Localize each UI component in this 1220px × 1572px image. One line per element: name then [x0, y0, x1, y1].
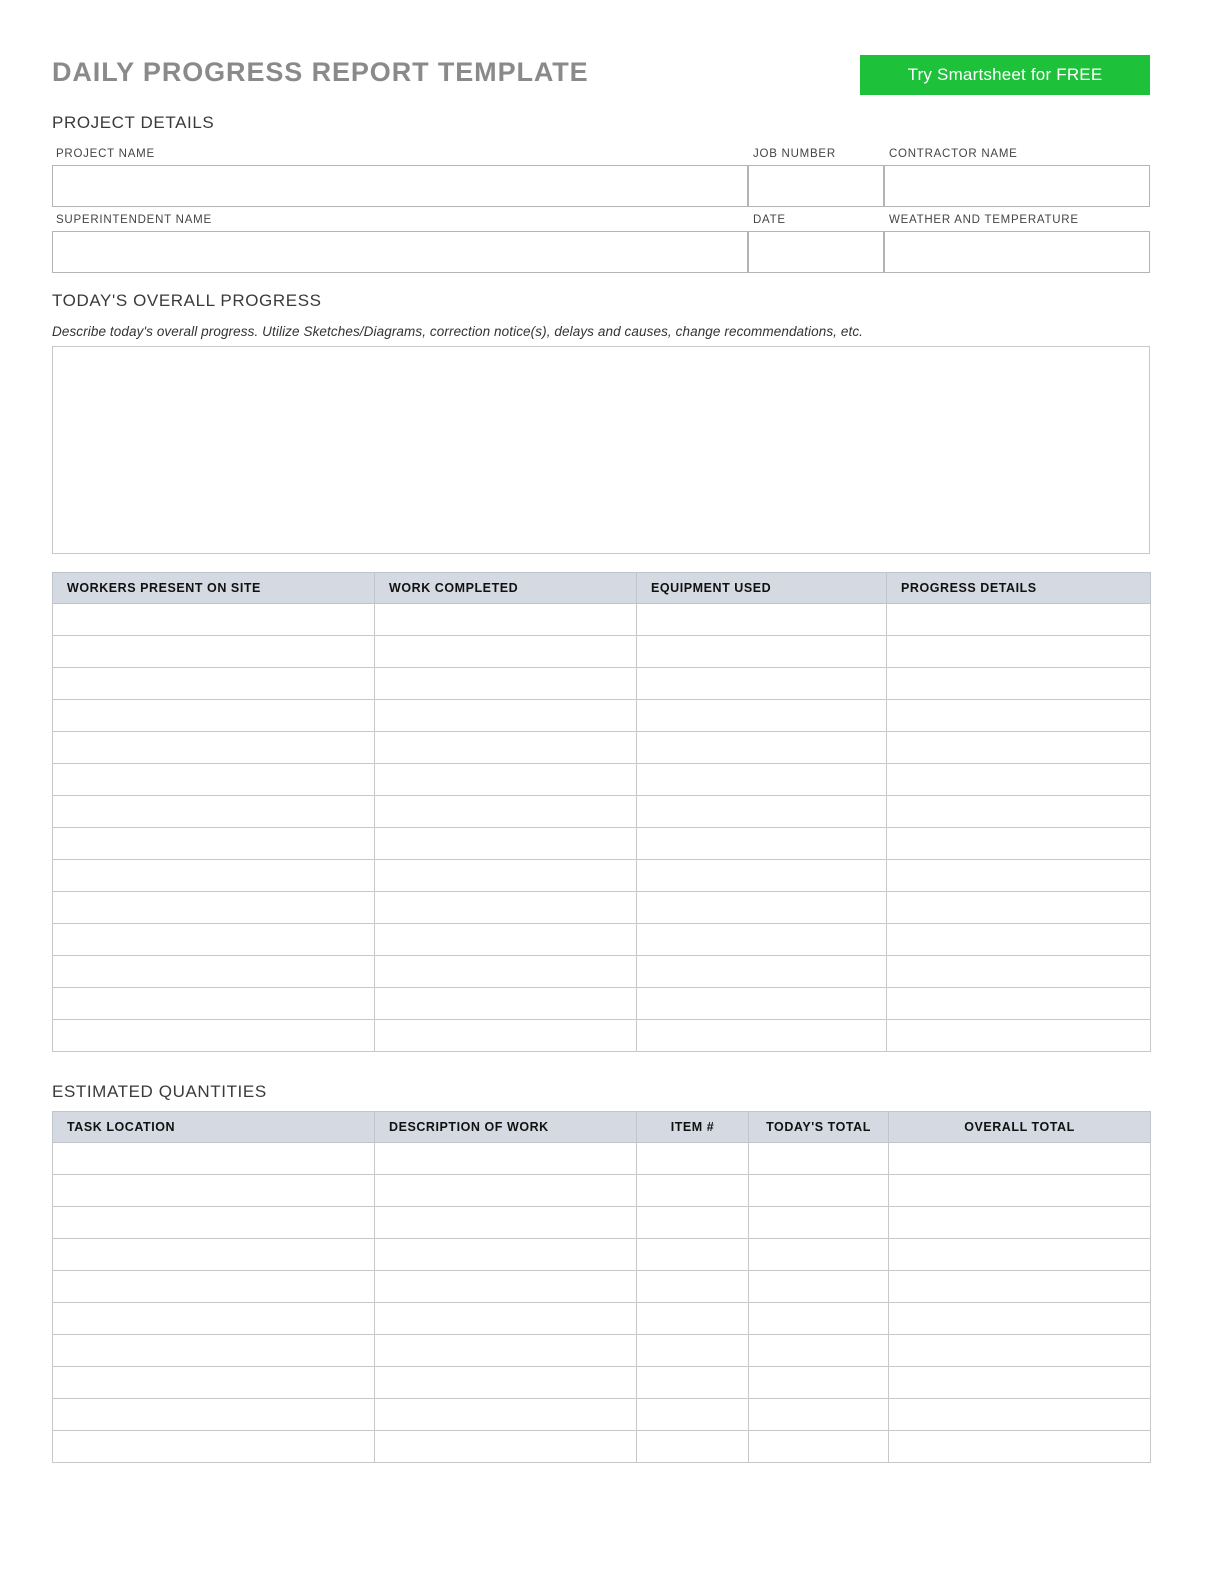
table-cell[interactable] — [53, 732, 375, 764]
table-row — [53, 860, 1151, 892]
table-row — [53, 604, 1151, 636]
table-cell[interactable] — [375, 1207, 637, 1239]
input-contractor-name[interactable] — [884, 165, 1150, 207]
table-cell[interactable] — [749, 1207, 889, 1239]
overall-progress-instruction: Describe today's overall progress. Utilize Sketches/Diagrams, correction notice(s), delays and causes, change recommendations, etc. — [52, 324, 864, 339]
table-cell[interactable] — [889, 1399, 1151, 1431]
table-cell[interactable] — [375, 860, 637, 892]
table-cell[interactable] — [375, 732, 637, 764]
table-row — [53, 1367, 1151, 1399]
table-cell[interactable] — [887, 924, 1151, 956]
table-cell[interactable] — [53, 796, 375, 828]
table-row — [53, 1335, 1151, 1367]
table-cell[interactable] — [53, 1399, 375, 1431]
overall-progress-textarea[interactable] — [52, 346, 1150, 554]
table-row — [53, 1271, 1151, 1303]
table-cell[interactable] — [887, 732, 1151, 764]
table-cell[interactable] — [889, 1239, 1151, 1271]
page-title: DAILY PROGRESS REPORT TEMPLATE — [52, 57, 589, 87]
table-cell[interactable] — [637, 1175, 749, 1207]
input-date[interactable] — [748, 231, 884, 273]
table-row — [53, 732, 1151, 764]
table-cell[interactable] — [375, 668, 637, 700]
document-header — [52, 55, 1150, 99]
table-cell[interactable] — [375, 1303, 637, 1335]
section-heading-overall-progress: TODAY'S OVERALL PROGRESS — [52, 291, 322, 310]
table-cell[interactable] — [53, 924, 375, 956]
table-cell[interactable] — [887, 892, 1151, 924]
table-cell[interactable] — [375, 988, 637, 1020]
table-cell[interactable] — [889, 1431, 1151, 1463]
project-details-row-2 — [52, 214, 1150, 280]
table-cell[interactable] — [375, 1020, 637, 1052]
table-cell[interactable] — [375, 1367, 637, 1399]
table-cell[interactable] — [637, 1020, 887, 1052]
table-cell[interactable] — [53, 764, 375, 796]
table-cell[interactable] — [375, 828, 637, 860]
table-cell[interactable] — [887, 1020, 1151, 1052]
table-cell[interactable] — [375, 636, 637, 668]
table-cell[interactable] — [637, 668, 887, 700]
table-cell[interactable] — [375, 956, 637, 988]
table-cell[interactable] — [637, 764, 887, 796]
table-cell[interactable] — [637, 1143, 749, 1175]
table-row — [53, 1175, 1151, 1207]
label-job-number: JOB NUMBER — [753, 148, 836, 160]
table-cell[interactable] — [887, 988, 1151, 1020]
column-header-todays-total: TODAY'S TOTAL — [749, 1112, 889, 1143]
table-cell[interactable] — [749, 1367, 889, 1399]
table-cell[interactable] — [637, 988, 887, 1020]
table-row — [53, 892, 1151, 924]
table-cell[interactable] — [889, 1207, 1151, 1239]
table-cell[interactable] — [375, 764, 637, 796]
table-cell[interactable] — [375, 1399, 637, 1431]
table-row — [53, 988, 1151, 1020]
table-cell[interactable] — [375, 1271, 637, 1303]
table-cell[interactable] — [887, 636, 1151, 668]
table-cell[interactable] — [889, 1143, 1151, 1175]
column-header-workers-present-on-site: WORKERS PRESENT ON SITE — [53, 573, 375, 604]
table-cell[interactable] — [637, 796, 887, 828]
table-cell[interactable] — [637, 604, 887, 636]
progress-table-body — [53, 604, 1151, 1052]
section-heading-project-details: PROJECT DETAILS — [52, 113, 215, 132]
table-cell[interactable] — [887, 860, 1151, 892]
table-cell[interactable] — [887, 956, 1151, 988]
table-row — [53, 636, 1151, 668]
table-cell[interactable] — [637, 1207, 749, 1239]
table-cell[interactable] — [887, 764, 1151, 796]
project-details-fields — [52, 148, 1150, 280]
try-smartsheet-button[interactable]: Try Smartsheet for FREE — [860, 55, 1150, 95]
table-cell[interactable] — [637, 1271, 749, 1303]
table-cell[interactable] — [53, 700, 375, 732]
table-cell[interactable] — [53, 1207, 375, 1239]
table-cell[interactable] — [887, 668, 1151, 700]
table-cell[interactable] — [889, 1175, 1151, 1207]
table-cell[interactable] — [637, 828, 887, 860]
table-cell[interactable] — [749, 1239, 889, 1271]
table-cell[interactable] — [53, 892, 375, 924]
table-cell[interactable] — [749, 1335, 889, 1367]
table-row — [53, 796, 1151, 828]
table-cell[interactable] — [637, 892, 887, 924]
table-row — [53, 1020, 1151, 1052]
table-row — [53, 1239, 1151, 1271]
table-cell[interactable] — [375, 892, 637, 924]
table-cell[interactable] — [749, 1175, 889, 1207]
table-cell[interactable] — [53, 1431, 375, 1463]
table-cell[interactable] — [637, 1367, 749, 1399]
column-header-progress-details: PROGRESS DETAILS — [887, 573, 1151, 604]
quantities-table-header-row — [53, 1112, 1151, 1143]
project-details-row-1 — [52, 148, 1150, 214]
table-cell[interactable] — [53, 1020, 375, 1052]
table-cell[interactable] — [749, 1399, 889, 1431]
table-cell[interactable] — [637, 1239, 749, 1271]
table-cell[interactable] — [637, 732, 887, 764]
table-cell[interactable] — [53, 668, 375, 700]
column-header-work-completed: WORK COMPLETED — [375, 573, 637, 604]
input-weather-and-temperature[interactable] — [884, 231, 1150, 273]
table-cell[interactable] — [53, 604, 375, 636]
input-project-name[interactable] — [52, 165, 748, 207]
table-cell[interactable] — [887, 828, 1151, 860]
table-cell[interactable] — [889, 1367, 1151, 1399]
progress-table-header-row — [53, 573, 1151, 604]
table-cell[interactable] — [637, 924, 887, 956]
table-cell[interactable] — [53, 956, 375, 988]
table-cell[interactable] — [749, 1271, 889, 1303]
table-cell[interactable] — [637, 860, 887, 892]
table-cell[interactable] — [53, 636, 375, 668]
table-cell[interactable] — [53, 828, 375, 860]
table-cell[interactable] — [53, 1303, 375, 1335]
table-cell[interactable] — [637, 1431, 749, 1463]
label-project-name: PROJECT NAME — [56, 148, 155, 160]
table-cell[interactable] — [375, 1431, 637, 1463]
table-row — [53, 764, 1151, 796]
estimated-quantities-table — [52, 1111, 1151, 1463]
table-cell[interactable] — [53, 1175, 375, 1207]
table-cell[interactable] — [53, 1271, 375, 1303]
section-heading-estimated-quantities: ESTIMATED QUANTITIES — [52, 1082, 267, 1101]
table-row — [53, 1207, 1151, 1239]
table-cell[interactable] — [53, 860, 375, 892]
label-weather-and-temperature: WEATHER AND TEMPERATURE — [889, 214, 1079, 226]
table-cell[interactable] — [375, 796, 637, 828]
column-header-equipment-used: EQUIPMENT USED — [637, 573, 887, 604]
table-cell[interactable] — [749, 1303, 889, 1335]
table-cell[interactable] — [375, 604, 637, 636]
table-cell[interactable] — [53, 1143, 375, 1175]
label-superintendent-name: SUPERINTENDENT NAME — [56, 214, 212, 226]
table-cell[interactable] — [375, 1175, 637, 1207]
table-cell[interactable] — [637, 1303, 749, 1335]
table-cell[interactable] — [375, 924, 637, 956]
table-row — [53, 700, 1151, 732]
table-row — [53, 956, 1151, 988]
table-row — [53, 1431, 1151, 1463]
table-cell[interactable] — [637, 1335, 749, 1367]
table-cell[interactable] — [637, 1399, 749, 1431]
table-cell[interactable] — [53, 1335, 375, 1367]
quantities-table-body — [53, 1143, 1151, 1463]
column-header-description-of-work: DESCRIPTION OF WORK — [375, 1112, 637, 1143]
table-cell[interactable] — [887, 796, 1151, 828]
table-row — [53, 1143, 1151, 1175]
table-cell[interactable] — [53, 1239, 375, 1271]
table-cell[interactable] — [53, 988, 375, 1020]
table-cell[interactable] — [637, 700, 887, 732]
column-header-overall-total: OVERALL TOTAL — [889, 1112, 1151, 1143]
table-cell[interactable] — [889, 1271, 1151, 1303]
table-row — [53, 668, 1151, 700]
column-header-item-number: ITEM # — [637, 1112, 749, 1143]
table-cell[interactable] — [887, 604, 1151, 636]
table-row — [53, 828, 1151, 860]
table-row — [53, 924, 1151, 956]
table-cell[interactable] — [889, 1303, 1151, 1335]
column-header-task-location: TASK LOCATION — [53, 1112, 375, 1143]
table-cell[interactable] — [637, 956, 887, 988]
table-cell[interactable] — [887, 700, 1151, 732]
label-date: DATE — [753, 214, 786, 226]
table-cell[interactable] — [749, 1431, 889, 1463]
table-cell[interactable] — [53, 1367, 375, 1399]
input-job-number[interactable] — [748, 165, 884, 207]
table-cell[interactable] — [375, 1143, 637, 1175]
progress-table — [52, 572, 1151, 1052]
table-row — [53, 1399, 1151, 1431]
table-cell[interactable] — [375, 700, 637, 732]
table-cell[interactable] — [375, 1239, 637, 1271]
table-cell[interactable] — [637, 636, 887, 668]
table-cell[interactable] — [889, 1335, 1151, 1367]
table-cell[interactable] — [375, 1335, 637, 1367]
table-row — [53, 1303, 1151, 1335]
table-cell[interactable] — [749, 1143, 889, 1175]
label-contractor-name: CONTRACTOR NAME — [889, 148, 1018, 160]
input-superintendent-name[interactable] — [52, 231, 748, 273]
